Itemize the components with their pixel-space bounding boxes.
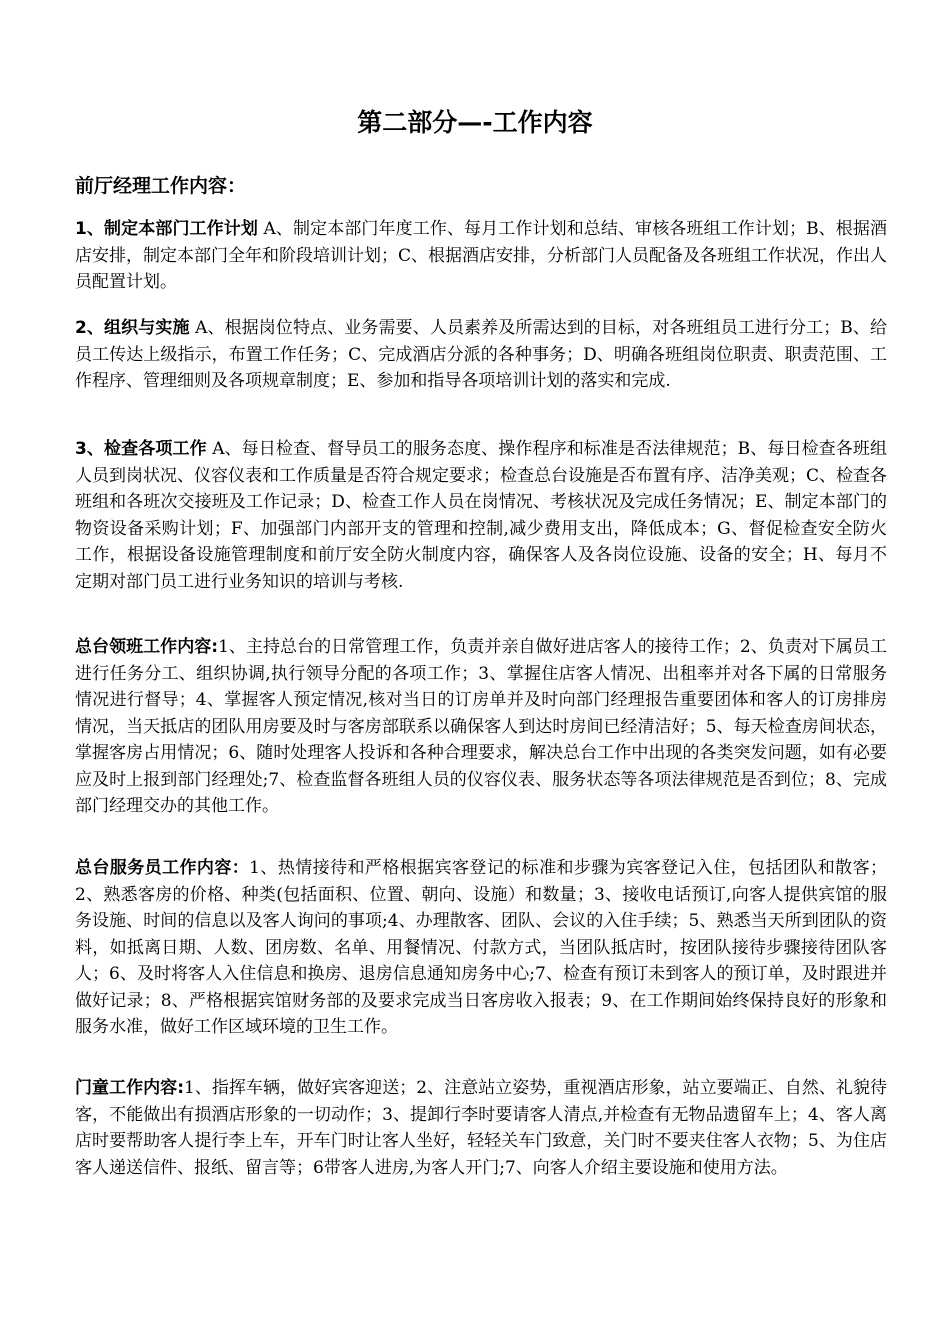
paragraph-text: A、制定本部门年度工作、每月工作计划和总结、审核各班组工作计划；B、根据酒店安排，制定本部门全年和阶段培训计划；C、根据酒店安排，分析部门人员配备及各班组工作状况，作出人员配置计划。 [75,219,888,292]
paragraph-text: 1、热情接待和严格根据宾客登记的标准和步骤为宾客登记入住，包括团队和散客；2、熟悉客房的价格、种类(包括面积、位置、朝向、设施）和数量；3、接收电话预订,向客人提供宾馆的服务设施、时间的信息以及客人询问的事项;4、办理散客、团队、会议的入住手续；5、熟悉当天所到团队的资料，如抵离日期、人数、团房数、名单、用餐情况、付款方式，当团队抵店时，按团队接待步骤接待团队客人；6、及时将客人入住信息和换房、退房信息通知房务中心;7、检查有预订未到客人的预订单，及时跟进并做好记录；8、严格根据宾馆财务部的及要求完成当日客房收入报表；9、在工作期间始终保持良好的形象和服务水准，做好工作区域环境的卫生工作。 [75,858,887,1037]
paragraph-lead: 总台服务员工作内容： [75,858,250,878]
paragraph-text: 1、指挥车辆，做好宾客迎送；2、注意站立姿势，重视酒店形象，站立要端正、自然、礼貌待客，不能做出有损酒店形象的一切动作；3、提卸行李时要请客人清点,并检查有无物品遗留车上；4、客人离店时要帮助客人提行李上车，开车门时让客人坐好，轻轻关车门致意，关门时不要夹住客人衣物；5、为住店客人递送信件、报纸、留言等；6带客人进房,为客人开门;7、向客人介绍主要设施和使用方法。 [75,1078,887,1178]
paragraph-lead: 总台领班工作内容: [75,637,219,657]
paragraph-organize [75,315,887,395]
paragraph-desk-supervisor [75,634,887,820]
paragraph-desk-clerk [75,855,887,1041]
paragraph-lead: 3、检查各项工作 [75,439,207,459]
document-title: 第二部分—-工作内容 [357,108,593,137]
paragraph-inspect [75,436,887,595]
section-heading: 前厅经理工作内容： [75,175,247,197]
paragraph-text: 1、主持总台的日常管理工作，负责并亲自做好进店客人的接待工作；2、负责对下属员工进行任务分工、组织协调,执行领导分配的各项工作；3、掌握住店客人情况、出租率并对各下属的日常服务情况进行督导；4、掌握客人预定情况,核对当日的订房单并及时向部门经理报告重要团体和客人的订房排房情况，当天抵店的团队用房要及时与客房部联系以确保客人到达时房间已经清洁好；5、每天检查房间状态，掌握客房占用情况；6、随时处理客人投诉和各种合理要求，解决总台工作中出现的各类突发问题，如有必要应及时上报到部门经理处;7、检查监督各班组人员的仪容仪表、服务状态等各项法律规范是否到位；8、完成部门经理交办的其他工作。 [75,637,887,816]
paragraph-text: A、根据岗位特点、业务需要、人员素养及所需达到的目标，对各班组员工进行分工；B、给员工传达上级指示，布置工作任务；C、完成酒店分派的各种事务；D、明确各班组岗位职责、职责范围、工作程序、管理细则及各项规章制度；E、参加和指导各项培训计划的落实和完成. [75,318,887,391]
paragraph-lead: 2、组织与实施 [75,318,190,338]
paragraph-lead: 门童工作内容: [75,1078,184,1098]
paragraph-lead: 1、制定本部门工作计划 [75,219,258,239]
paragraph-doorman [75,1075,887,1181]
paragraph-plan [75,216,887,296]
paragraph-text: A、每日检查、督导员工的服务态度、操作程序和标准是否法律规范；B、每日检查各班组人员到岗状况、仪容仪表和工作质量是否符合规定要求；检查总台设施是否布置有序、洁净美观；C、检查各班组和各班次交接班及工作记录；D、检查工作人员在岗情况、考核状况及完成任务情况；E、制定本部门的物资设备采购计划；F、加强部门内部开支的管理和控制,减少费用支出，降低成本；G、督促检查安全防火工作，根据设备设施管理制度和前厅安全防火制度内容，确保客人及各岗位设施、设备的安全；H、每月不定期对部门员工进行业务知识的培训与考核. [75,439,888,592]
